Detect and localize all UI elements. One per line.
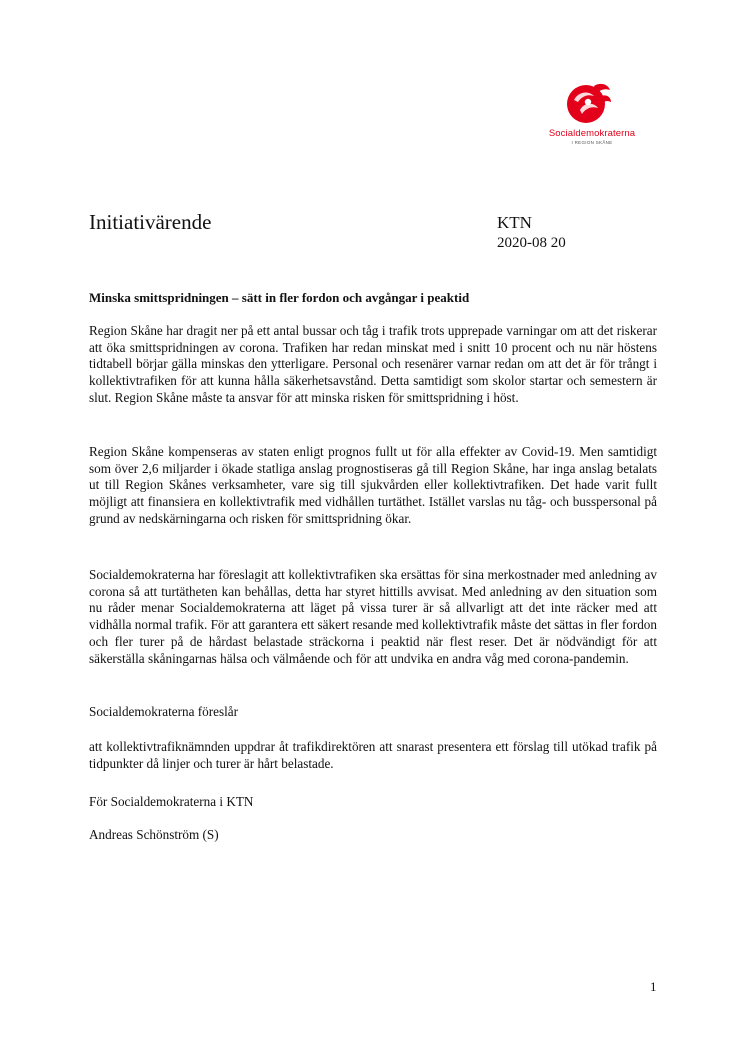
document-title: Minska smittspridningen – sätt in fler fordon och avgångar i peaktid <box>89 290 470 305</box>
logo-name: Socialdemokraterna <box>548 128 636 139</box>
proposal-heading: Socialdemokraterna föreslår <box>89 704 239 719</box>
paragraph: Socialdemokraterna har föreslagit att kollektivtrafiken ska ersättas för sina merkostnader med anledning av corona så att turtätheten kan behållas, detta har styret hittills avvisat. Med anledning av den situation som nu råder menar Socialdemokraterna att läget på vissa turer är så allvarligt att det inte räcker med att vidhålla normal trafik. För att garantera ett säkert resande med kollektivtrafik måste det sättas in fler fordon och fler turer på de hårdast belastade sträckorna i peaktid när flest reser. Det är nödvändigt för att säkerställa skåningarnas hälsa och välmående och för att undvika en andra våg med corona-pandemin. <box>89 567 657 666</box>
logo-subtitle: I REGION SKÅNE <box>571 140 613 145</box>
rose-icon <box>564 80 614 126</box>
paragraph: Region Skåne har dragit ner på ett antal bussar och tåg i trafik trots upprepade varningar om att det riskerar att öka smittspridningen av corona. Trafiken har redan minskat med i snitt 10 procent och nu när höstens tidtabell börjar gälla minskas den ytterligare. Personal och resenärer varnar redan om att det är för trångt i kollektivtrafiken för att kunna hålla säkerhetsavstånd. Detta samtidigt som skolor startar och semestern är slut. Region Skåne måste ta ansvar för att minska risken för smittspridning i höst. <box>89 323 657 405</box>
page-number: 1 <box>650 979 657 994</box>
signature-line: För Socialdemokraterna i KTN <box>89 794 254 809</box>
paragraph: Region Skåne kompenseras av staten enligt prognos fullt ut för alla effekter av Covid-19. Men samtidigt som över 2,6 miljarder i ökade statliga anslag prognostiseras gå till Region Skåne, har inga anslag betalats ut till Region Skånes verksamheter, vare sig till sjukvården eller kollektivtrafiken. Det hade varit fullt möjligt att finansiera en kollektivtrafik med vidhållen turtäthet. Istället varslas nu tåg- och busspersonal på grund av nedskärningarna och risken för smittspridning ökar. <box>89 444 657 526</box>
party-logo <box>540 80 644 150</box>
committee: KTN <box>497 213 532 232</box>
signatory-name: Andreas Schönström (S) <box>89 827 219 842</box>
document-type: Initiativärende <box>89 210 212 234</box>
document-date: 2020-08 20 <box>497 235 566 251</box>
proposal-text: att kollektivtrafiknämnden uppdrar åt trafikdirektören att snarast presentera ett förslag till utökad trafik på tidpunkter då linjer och turer är hårt belastade. <box>89 739 657 771</box>
